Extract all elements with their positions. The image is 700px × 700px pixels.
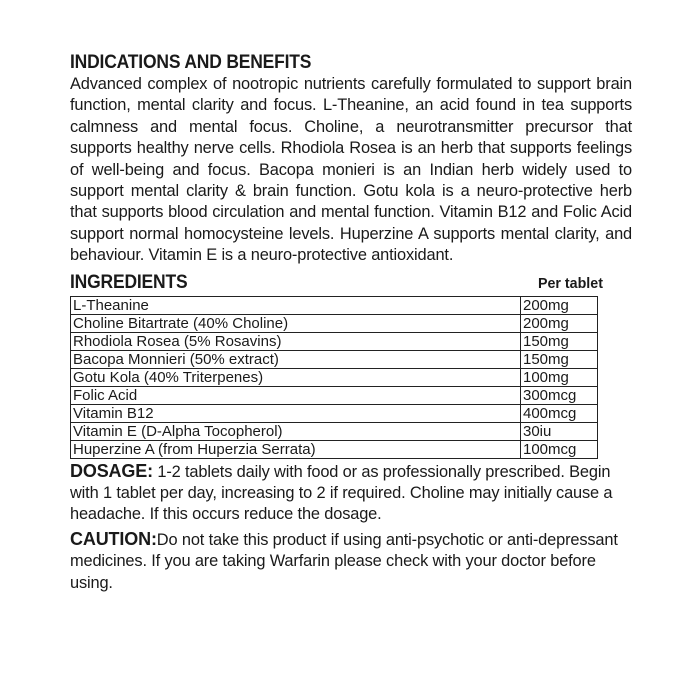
- dosage-label: DOSAGE:: [70, 460, 153, 481]
- per-tablet-label: Per tablet: [538, 274, 603, 292]
- ingredient-amount: 100mcg: [521, 440, 598, 458]
- ingredient-amount: 150mg: [521, 332, 598, 350]
- ingredient-amount: 200mg: [521, 296, 598, 314]
- ingredient-name: Vitamin B12: [71, 404, 521, 422]
- ingredient-amount: 100mg: [521, 368, 598, 386]
- table-row: [71, 386, 598, 404]
- ingredient-amount: 300mcg: [521, 386, 598, 404]
- dosage-section: [70, 461, 632, 526]
- ingredient-name: Rhodiola Rosea (5% Rosavins): [71, 332, 521, 350]
- table-row: [71, 368, 598, 386]
- caution-text: Do not take this product if using anti-psychotic or anti-depressant medicines. If you are taking Warfarin please check with your doctor before using.: [70, 530, 618, 592]
- supplement-label: [70, 52, 632, 594]
- indications-text: Advanced complex of nootropic nutrients carefully formulated to support brain function, mental clarity and focus. L-Theanine, an acid found in tea supports calmness and mental focus. Choline, a neurotransmitter precursor that supports healthy nerve cells. Rhodiola Rosea is an herb that supports feelings of well-being and focus. Bacopa monieri is an Indian herb widely used to support mental clarity & brain function. Gotu kola is a neuro-protective herb that supports blood circulation and mental function. Vitamin B12 and Folic Acid support normal homocysteine levels. Huperzine A supports mental clarity, and behaviour. Vitamin E is a neuro-protective antioxidant.: [70, 75, 632, 265]
- table-row: [71, 332, 598, 350]
- indications-heading: INDICATIONS AND BENEFITS: [70, 52, 312, 73]
- ingredient-amount: 400mcg: [521, 404, 598, 422]
- ingredient-name: L-Theanine: [71, 296, 521, 314]
- table-row: [71, 404, 598, 422]
- ingredient-amount: 150mg: [521, 350, 598, 368]
- ingredient-amount: 200mg: [521, 314, 598, 332]
- table-row: [71, 296, 598, 314]
- table-row: [71, 440, 598, 458]
- ingredient-name: Huperzine A (from Huperzia Serrata): [71, 440, 521, 458]
- dosage-text: 1-2 tablets daily with food or as professionally prescribed. Begin with 1 tablet per day, increasing to 2 if required. Choline may initially cause a headache. If this occurs reduce the dosage.: [70, 462, 613, 524]
- ingredient-name: Vitamin E (D-Alpha Tocopherol): [71, 422, 521, 440]
- caution-section: [70, 529, 632, 594]
- table-row: [71, 314, 598, 332]
- ingredient-amount: 30iu: [521, 422, 598, 440]
- table-row: [71, 422, 598, 440]
- table-row: [71, 350, 598, 368]
- ingredient-name: Choline Bitartrate (40% Choline): [71, 314, 521, 332]
- ingredients-heading: INGREDIENTS: [70, 271, 188, 293]
- ingredients-table: [70, 296, 598, 459]
- ingredient-name: Bacopa Monnieri (50% extract): [71, 350, 521, 368]
- caution-label: CAUTION:: [70, 528, 157, 549]
- ingredient-name: Gotu Kola (40% Triterpenes): [71, 368, 521, 386]
- ingredients-header: [70, 270, 632, 294]
- ingredient-name: Folic Acid: [71, 386, 521, 404]
